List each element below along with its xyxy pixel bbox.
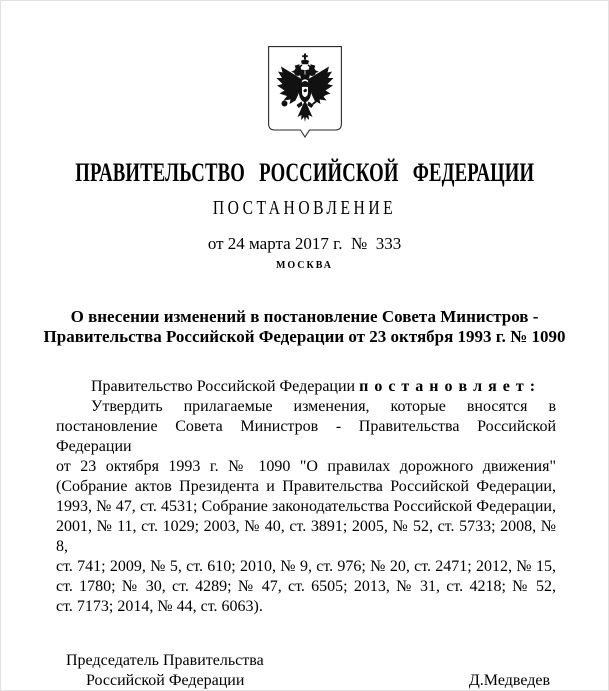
body-line: Утвердить прилагаемые изменения, которые вносятся в — [91, 398, 556, 415]
body-line: 2001, № 11, ст. 1029; 2003, № 40, ст. 3891; 2005, № 52, ст. 5733; 2008, № 8, — [56, 518, 556, 555]
body-line: постановление Совета Министров - Правительства Российской Федерации — [56, 418, 556, 455]
body-line: ст. 7173; 2014, № 44, ст. 6063). — [56, 598, 263, 615]
russia-coat-of-arms-icon — [268, 46, 342, 138]
body-line: 1993, № 47, ст. 4531; Собрание законодательства Российской Федерации, — [56, 498, 556, 515]
document-title-line1: О внесении изменений в постановление Совета Министров - — [70, 307, 539, 326]
document-type-heading — [1, 198, 608, 218]
body-line: (Собрание актов Президента и Правительства Российской Федерации, — [56, 478, 556, 495]
date-and-number-line: от 24 марта 2017 г. № 333 — [207, 234, 402, 253]
signatory-position-line1: Председатель Правительства — [66, 652, 264, 669]
issuing-authority-text: ПРАВИТЕЛЬСТВО РОССИЙСКОЙ ФЕДЕРАЦИИ — [75, 158, 534, 187]
signatory-position — [66, 651, 264, 691]
issuing-authority-heading — [1, 159, 608, 186]
body-intro-resolves: п о с т а н о в л я е т : — [359, 378, 537, 395]
document-title-line2: Правительства Российской Федерации от 23 октября 1993 г. № 1090 — [43, 326, 566, 346]
signatory-position-line2: Российской Федерации — [86, 672, 245, 689]
body-line: ст. 1780; № 30, ст. 4289; № 47, ст. 6505; 2013, № 31, ст. 4218; № 52, — [56, 578, 556, 595]
body-line: ст. 741; 2009, № 5, ст. 610; 2010, № 9, ст. 976; № 20, ст. 2471; 2012, № 15, — [56, 558, 556, 575]
body-intro-line — [56, 377, 556, 397]
document-title — [1, 307, 608, 346]
document-type-text: ПОСТАНОВЛЕНИЕ — [212, 197, 397, 219]
body-paragraph — [56, 377, 556, 617]
body-line: от 23 октября 1993 г. № 1090 "О правилах дорожного движения" — [56, 458, 556, 475]
signature-block — [66, 651, 550, 691]
body-intro-normal: Правительство Российской Федерации — [91, 378, 360, 395]
city-label: МОСКВА — [275, 260, 334, 271]
signatory-name: Д.Медведев — [468, 672, 550, 689]
